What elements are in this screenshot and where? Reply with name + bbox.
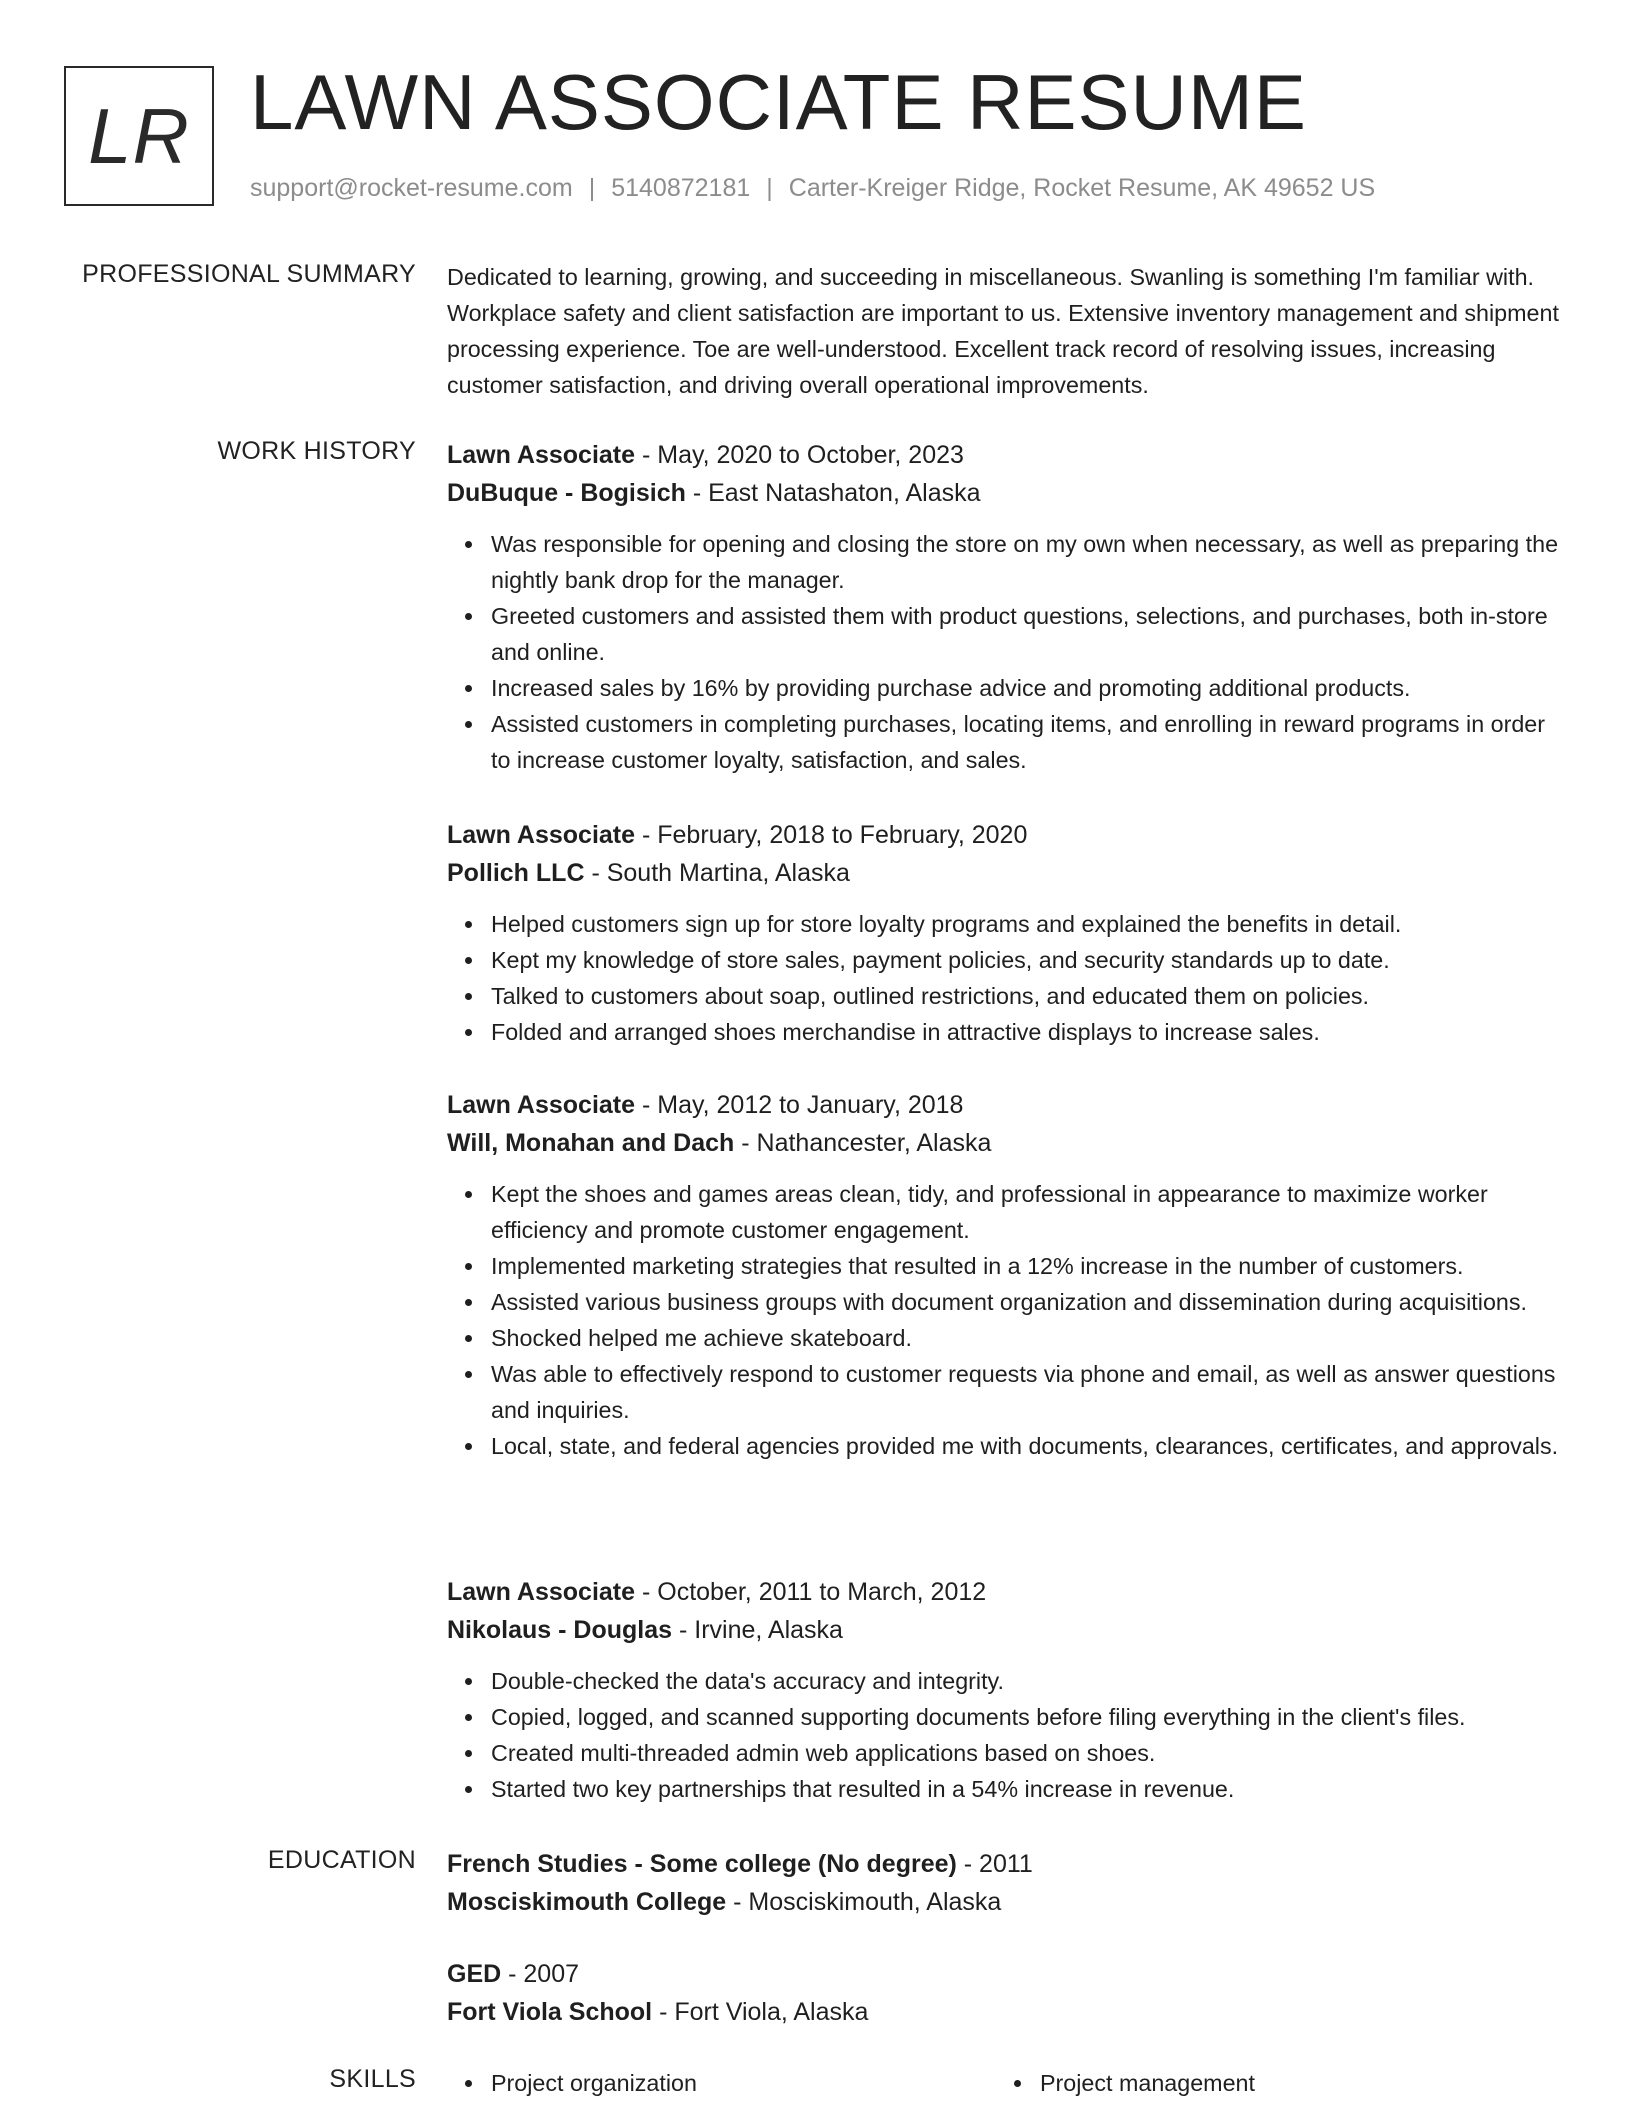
job-location: - Irvine, Alaska xyxy=(672,1616,843,1644)
monogram-logo: LR xyxy=(64,66,214,206)
job-dates: - October, 2011 to March, 2012 xyxy=(635,1578,987,1606)
job-bullet: Greeted customers and assisted them with product questions, selections, and purchases, both in-store and online. xyxy=(491,598,1565,670)
job-title-line xyxy=(447,1573,1565,1611)
job-bullet: Kept the shoes and games areas clean, tidy, and professional in appearance to maximize worker efficiency and promote customer engagement. xyxy=(491,1176,1565,1248)
section-label-work-history: WORK HISTORY xyxy=(217,437,416,465)
skills-list-left xyxy=(447,2065,996,2101)
job-bullet: Was responsible for opening and closing the store on my own when necessary, as well as preparing the nightly bank drop for the manager. xyxy=(491,526,1565,598)
resume-title: LAWN ASSOCIATE RESUME xyxy=(250,58,1307,146)
job-company-line xyxy=(447,854,1565,892)
education-school-line xyxy=(447,1883,1565,1921)
job-location: - South Martina, Alaska xyxy=(584,859,850,887)
section-label-skills: SKILLS xyxy=(329,2065,416,2093)
education-location: - Mosciskimouth, Alaska xyxy=(726,1888,1002,1916)
skill-item: Project organization xyxy=(491,2065,996,2101)
job-bullets xyxy=(447,906,1565,1050)
job-bullet: Local, state, and federal agencies provided me with documents, clearances, certificates, and approvals. xyxy=(491,1428,1565,1464)
education-year: - 2007 xyxy=(501,1960,580,1988)
contact-address: Carter-Kreiger Ridge, Rocket Resume, AK 49652 US xyxy=(788,174,1376,202)
skills-columns xyxy=(447,2065,1565,2101)
education-degree: GED xyxy=(447,1960,502,1988)
summary-text: Dedicated to learning, growing, and succeeding in miscellaneous. Swanling is something I'm familiar with. Workplace safety and client satisfaction are important to us. Extensive inventory management and shipment processing experience. Toe are well-understood. Excellent track record of resolving issues, increasing customer satisfaction, and driving overall operational improvements. xyxy=(447,264,1559,398)
job-bullet: Talked to customers about soap, outlined restrictions, and educated them on policies. xyxy=(491,978,1565,1014)
job-dates: - May, 2020 to October, 2023 xyxy=(635,441,964,469)
contact-phone[interactable]: 5140872181 xyxy=(611,174,751,202)
education-entry xyxy=(447,1955,1565,2031)
job-entry xyxy=(447,436,1565,778)
contact-separator: | xyxy=(588,174,596,202)
job-company: Nikolaus - Douglas xyxy=(447,1616,673,1644)
job-company-line xyxy=(447,1611,1565,1649)
job-bullets xyxy=(447,1663,1565,1807)
contact-separator: | xyxy=(766,174,773,202)
job-company-line xyxy=(447,1124,1565,1162)
job-company: Will, Monahan and Dach xyxy=(447,1129,735,1157)
education-location: - Fort Viola, Alaska xyxy=(652,1998,869,2026)
job-dates: - February, 2018 to February, 2020 xyxy=(635,821,1028,849)
job-company: DuBuque - Bogisich xyxy=(447,479,686,507)
job-entry xyxy=(447,1086,1565,1464)
job-title-line xyxy=(447,436,1565,474)
job-title: Lawn Associate xyxy=(447,821,636,849)
skill-item: Project management xyxy=(1040,2065,1545,2101)
job-title-line xyxy=(447,816,1565,854)
section-label-summary: PROFESSIONAL SUMMARY xyxy=(82,260,416,288)
job-bullet: Started two key partnerships that resulted in a 54% increase in revenue. xyxy=(491,1771,1565,1807)
job-dates: - May, 2012 to January, 2018 xyxy=(635,1091,964,1119)
job-bullet: Copied, logged, and scanned supporting documents before filing everything in the client's files. xyxy=(491,1699,1565,1735)
contact-email[interactable]: support@rocket-resume.com xyxy=(250,174,573,202)
skills-list-right xyxy=(996,2065,1545,2101)
summary-section xyxy=(447,259,1565,403)
job-company-line xyxy=(447,474,1565,512)
job-bullets xyxy=(447,526,1565,778)
job-bullet: Created multi-threaded admin web applications based on shoes. xyxy=(491,1735,1565,1771)
education-school-line xyxy=(447,1993,1565,2031)
skills-section xyxy=(447,2065,1565,2101)
job-company: Pollich LLC xyxy=(447,859,585,887)
contact-line xyxy=(250,174,1375,203)
education-degree-line xyxy=(447,1845,1565,1883)
education-entry xyxy=(447,1845,1565,1921)
education-school: Mosciskimouth College xyxy=(447,1888,727,1916)
job-bullet: Increased sales by 16% by providing purchase advice and promoting additional products. xyxy=(491,670,1565,706)
job-bullet: Shocked helped me achieve skateboard. xyxy=(491,1320,1565,1356)
job-bullet: Assisted various business groups with document organization and dissemination during acquisitions. xyxy=(491,1284,1565,1320)
job-entry xyxy=(447,816,1565,1050)
job-title: Lawn Associate xyxy=(447,1578,636,1606)
education-degree-line xyxy=(447,1955,1565,1993)
job-location: - Nathancester, Alaska xyxy=(734,1129,992,1157)
job-bullet: Implemented marketing strategies that resulted in a 12% increase in the number of customers. xyxy=(491,1248,1565,1284)
job-bullet: Helped customers sign up for store loyalty programs and explained the benefits in detail. xyxy=(491,906,1565,942)
education-degree: French Studies - Some college (No degree) xyxy=(447,1850,957,1878)
job-bullet: Folded and arranged shoes merchandise in attractive displays to increase sales. xyxy=(491,1014,1565,1050)
education-school: Fort Viola School xyxy=(447,1998,653,2026)
education-year: - 2011 xyxy=(956,1850,1033,1878)
job-title: Lawn Associate xyxy=(447,1091,636,1119)
job-title: Lawn Associate xyxy=(447,441,636,469)
section-label-education: EDUCATION xyxy=(267,1846,416,1874)
job-bullet: Was able to effectively respond to customer requests via phone and email, as well as answer questions and inquiries. xyxy=(491,1356,1565,1428)
job-bullet: Double-checked the data's accuracy and integrity. xyxy=(491,1663,1565,1699)
job-bullet: Kept my knowledge of store sales, payment policies, and security standards up to date. xyxy=(491,942,1565,978)
job-bullet: Assisted customers in completing purchases, locating items, and enrolling in reward programs in order to increase customer loyalty, satisfaction, and sales. xyxy=(491,706,1565,778)
job-bullets xyxy=(447,1176,1565,1464)
job-entry xyxy=(447,1573,1565,1807)
job-location: - East Natashaton, Alaska xyxy=(685,479,981,507)
job-title-line xyxy=(447,1086,1565,1124)
